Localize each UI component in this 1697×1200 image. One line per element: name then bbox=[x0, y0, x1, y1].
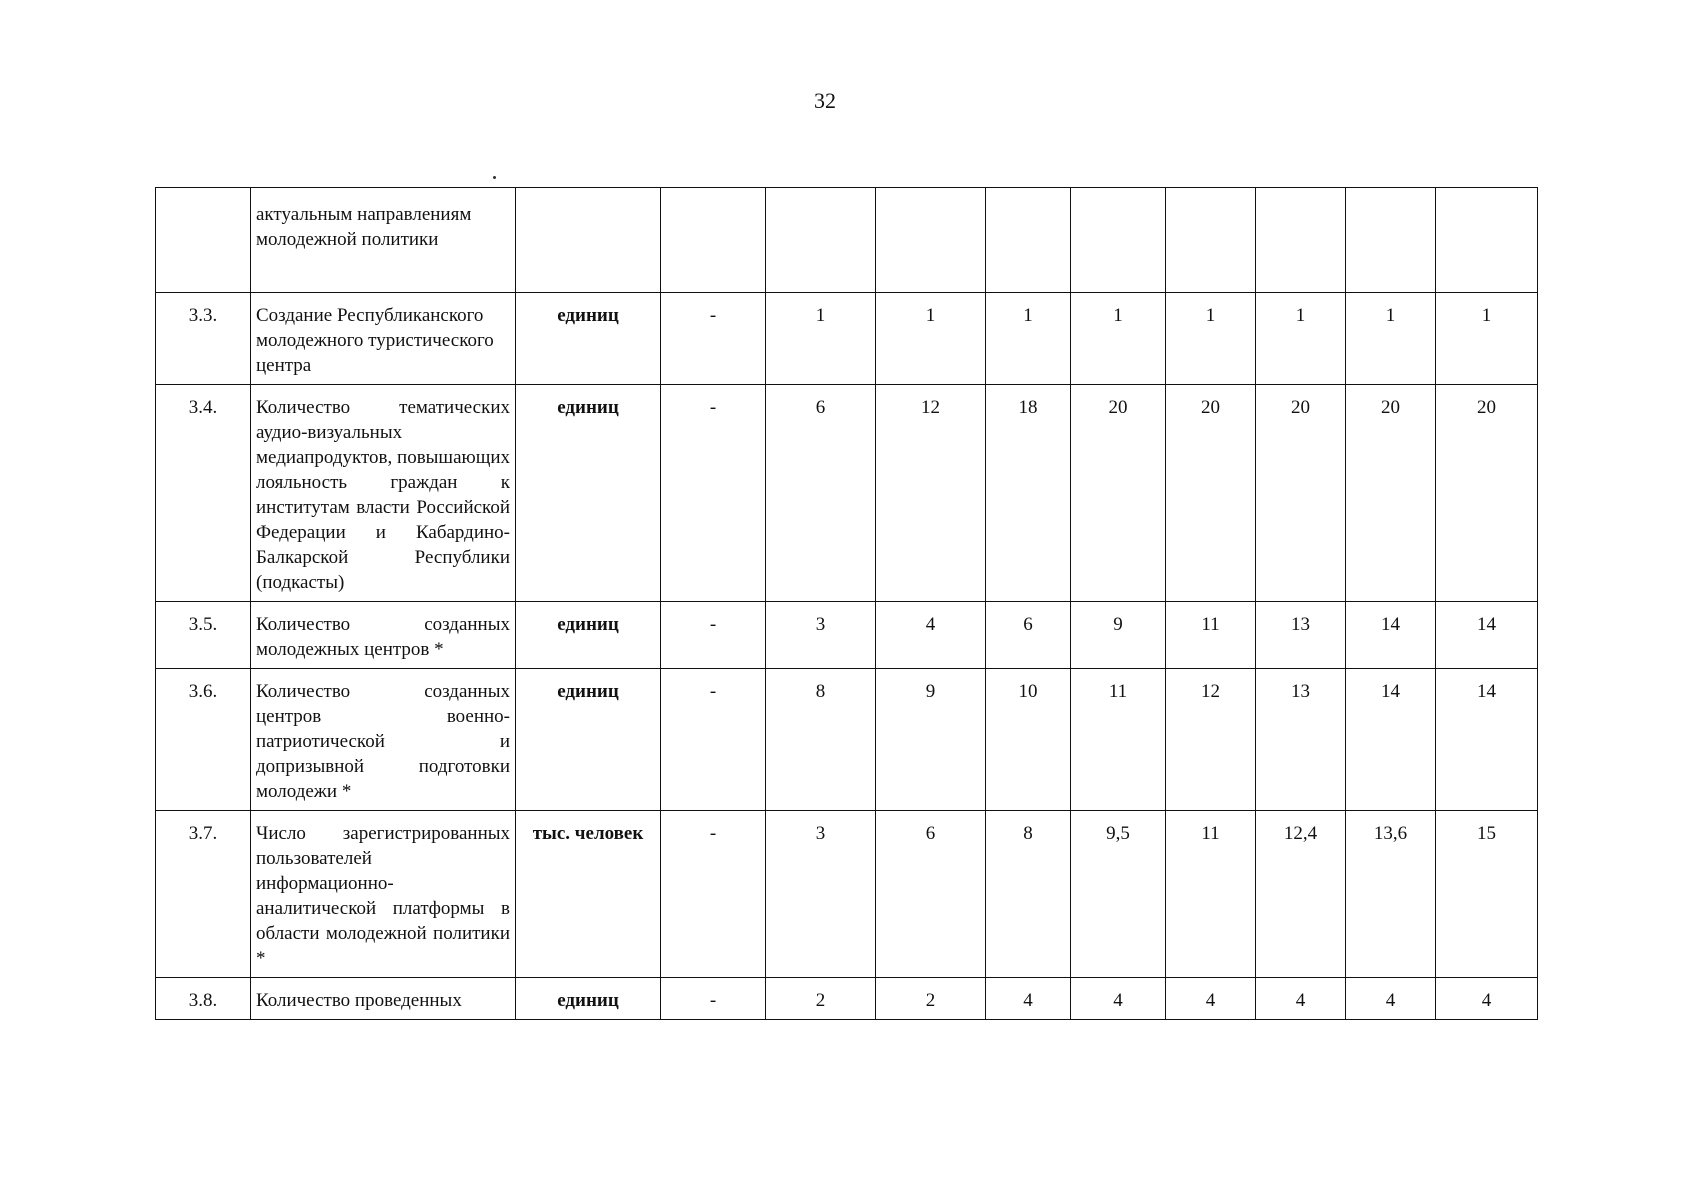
row-number: 3.3. bbox=[156, 293, 251, 385]
value-cell: 8 bbox=[766, 669, 876, 811]
table-body bbox=[156, 188, 1538, 1020]
value-cell: 14 bbox=[1436, 669, 1538, 811]
value-cell bbox=[986, 188, 1071, 293]
value-cell: 20 bbox=[1071, 385, 1166, 602]
value-cell: 4 bbox=[1166, 978, 1256, 1020]
value-cell bbox=[876, 188, 986, 293]
value-cell: 6 bbox=[876, 811, 986, 978]
indicator-name: Число зарегистрированных пользователей информационно-аналитической платформы в области молодежной политики * bbox=[251, 811, 516, 978]
value-cell: 1 bbox=[766, 293, 876, 385]
table-row bbox=[156, 293, 1538, 385]
value-cell bbox=[1256, 188, 1346, 293]
value-cell: 6 bbox=[766, 385, 876, 602]
table-row bbox=[156, 978, 1538, 1020]
row-number: 3.8. bbox=[156, 978, 251, 1020]
table-row bbox=[156, 385, 1538, 602]
value-cell: 4 bbox=[1256, 978, 1346, 1020]
value-cell: 20 bbox=[1166, 385, 1256, 602]
indicators-table bbox=[155, 187, 1538, 1020]
value-cell: 8 bbox=[986, 811, 1071, 978]
value-cell bbox=[1071, 188, 1166, 293]
value-cell: 1 bbox=[1166, 293, 1256, 385]
base-value-cell bbox=[661, 188, 766, 293]
value-cell: 11 bbox=[1071, 669, 1166, 811]
unit-cell: единиц bbox=[516, 978, 661, 1020]
base-value-cell: - bbox=[661, 602, 766, 669]
row-number: 3.5. bbox=[156, 602, 251, 669]
table-row bbox=[156, 188, 1538, 293]
value-cell: 2 bbox=[876, 978, 986, 1020]
value-cell: 4 bbox=[1346, 978, 1436, 1020]
unit-cell: единиц bbox=[516, 669, 661, 811]
table-row bbox=[156, 811, 1538, 978]
row-number: 3.4. bbox=[156, 385, 251, 602]
base-value-cell: - bbox=[661, 978, 766, 1020]
row-number bbox=[156, 188, 251, 293]
indicator-name: актуальным направлениям молодежной политики bbox=[251, 188, 516, 293]
value-cell: 1 bbox=[1071, 293, 1166, 385]
unit-cell bbox=[516, 188, 661, 293]
indicator-name: Количество созданных центров военно-патриотической и допризывной подготовки молодежи * bbox=[251, 669, 516, 811]
value-cell: 18 bbox=[986, 385, 1071, 602]
value-cell: 4 bbox=[1436, 978, 1538, 1020]
value-cell: 20 bbox=[1436, 385, 1538, 602]
value-cell: 14 bbox=[1346, 669, 1436, 811]
value-cell: 4 bbox=[876, 602, 986, 669]
unit-cell: единиц bbox=[516, 385, 661, 602]
base-value-cell: - bbox=[661, 669, 766, 811]
value-cell bbox=[766, 188, 876, 293]
base-value-cell: - bbox=[661, 385, 766, 602]
base-value-cell: - bbox=[661, 293, 766, 385]
value-cell: 9,5 bbox=[1071, 811, 1166, 978]
indicator-name: Количество тематических аудио-визуальных медиапродуктов, повышающих лояльность граждан к институтам власти Российской Федерации и Кабардино-Балкарской Республики (подкасты) bbox=[251, 385, 516, 602]
value-cell bbox=[1346, 188, 1436, 293]
value-cell: 12 bbox=[876, 385, 986, 602]
value-cell: 1 bbox=[1256, 293, 1346, 385]
value-cell: 1 bbox=[1436, 293, 1538, 385]
value-cell: 3 bbox=[766, 811, 876, 978]
value-cell: 12 bbox=[1166, 669, 1256, 811]
page-number: 32 bbox=[814, 88, 836, 113]
row-number: 3.7. bbox=[156, 811, 251, 978]
indicator-name: Создание Республиканского молодежного туристического центра bbox=[251, 293, 516, 385]
value-cell: 4 bbox=[1071, 978, 1166, 1020]
unit-cell: единиц bbox=[516, 293, 661, 385]
value-cell: 12,4 bbox=[1256, 811, 1346, 978]
value-cell bbox=[1166, 188, 1256, 293]
value-cell: 4 bbox=[986, 978, 1071, 1020]
value-cell: 9 bbox=[876, 669, 986, 811]
base-value-cell: - bbox=[661, 811, 766, 978]
value-cell: 13,6 bbox=[1346, 811, 1436, 978]
value-cell: 20 bbox=[1256, 385, 1346, 602]
row-number: 3.6. bbox=[156, 669, 251, 811]
value-cell: 11 bbox=[1166, 602, 1256, 669]
value-cell: 14 bbox=[1436, 602, 1538, 669]
value-cell: 9 bbox=[1071, 602, 1166, 669]
value-cell: 10 bbox=[986, 669, 1071, 811]
value-cell: 13 bbox=[1256, 602, 1346, 669]
value-cell bbox=[1436, 188, 1538, 293]
value-cell: 14 bbox=[1346, 602, 1436, 669]
unit-cell: тыс. человек bbox=[516, 811, 661, 978]
value-cell: 1 bbox=[876, 293, 986, 385]
value-cell: 15 bbox=[1436, 811, 1538, 978]
table-row bbox=[156, 602, 1538, 669]
value-cell: 1 bbox=[1346, 293, 1436, 385]
value-cell: 2 bbox=[766, 978, 876, 1020]
scan-speck bbox=[493, 176, 496, 179]
value-cell: 3 bbox=[766, 602, 876, 669]
indicator-name: Количество проведенных bbox=[251, 978, 516, 1020]
indicator-name: Количество созданных молодежных центров * bbox=[251, 602, 516, 669]
value-cell: 6 bbox=[986, 602, 1071, 669]
value-cell: 13 bbox=[1256, 669, 1346, 811]
value-cell: 20 bbox=[1346, 385, 1436, 602]
value-cell: 11 bbox=[1166, 811, 1256, 978]
value-cell: 1 bbox=[986, 293, 1071, 385]
unit-cell: единиц bbox=[516, 602, 661, 669]
table-row bbox=[156, 669, 1538, 811]
